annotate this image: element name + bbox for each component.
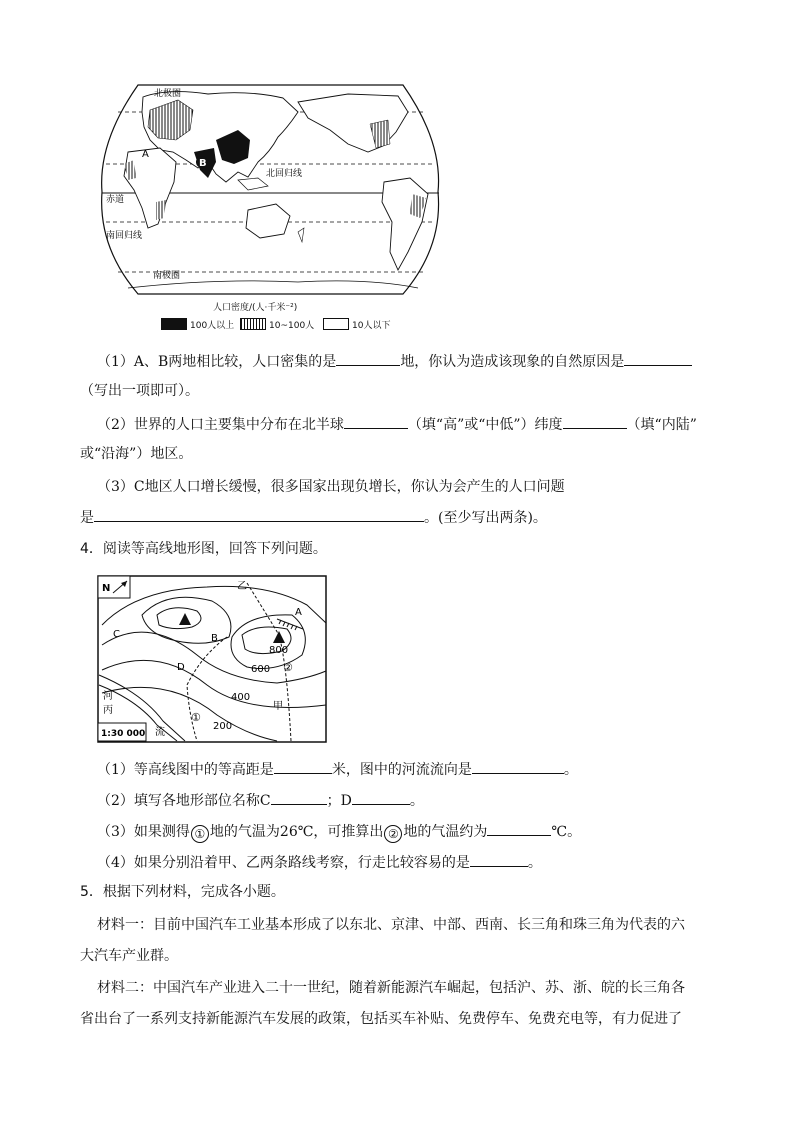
q3-part2-line1	[97, 414, 697, 435]
label-d: D	[177, 662, 185, 673]
contour-map	[97, 575, 327, 743]
q3-p1-text-c: （写出一项即可）。	[80, 383, 199, 399]
answer-blank[interactable]	[336, 351, 400, 366]
map-label-equator: 赤道	[106, 195, 125, 205]
label-b: B	[211, 633, 218, 644]
answer-blank[interactable]	[274, 759, 332, 774]
map-label-tropic-cancer: 北回归线	[266, 169, 303, 179]
map-label-south-polar: 南极圈	[153, 271, 181, 281]
answer-blank[interactable]	[94, 507, 424, 522]
answer-blank[interactable]	[624, 351, 692, 366]
q3-p2-text-b: （填“高”或“中低”）纬度	[407, 417, 563, 433]
answer-blank[interactable]	[470, 852, 528, 867]
answer-blank[interactable]	[563, 414, 627, 429]
river-label-bing: 丙	[103, 705, 113, 716]
q4-p4-text-b: 。	[527, 855, 542, 871]
label-jia: 甲	[273, 701, 283, 712]
q3-p1-text-a: （1）A、B两地相比较，人口密集的是	[97, 354, 337, 370]
label-c: C	[113, 629, 120, 640]
q4-p2-text-c: 。	[409, 793, 424, 809]
river-label-liu: 流	[155, 727, 165, 738]
legend-label-medium: 10~100人	[269, 321, 315, 331]
point-2-marker: ②	[384, 825, 402, 843]
label-point-1: ①	[191, 711, 201, 724]
q5-material1-line2: 大汽车产业群。	[80, 948, 178, 964]
q3-part3-line1	[97, 477, 565, 497]
point-1-marker: ①	[191, 825, 209, 843]
legend-swatch-medium	[240, 318, 266, 330]
answer-blank[interactable]	[487, 821, 551, 836]
river-label-he: 河	[103, 691, 113, 702]
q5-material1-line1: 材料一：目前中国汽车工业基本形成了以东北、京津、中部、西南、长三角和珠三角为代表的六	[97, 917, 685, 933]
answer-blank[interactable]	[352, 790, 410, 805]
map-scale: 1:30 000	[101, 729, 146, 739]
q4-part1	[97, 759, 578, 780]
contour-label-200: 200	[213, 721, 233, 732]
q3-p3-text-c: 。(至少写出两条)。	[424, 510, 547, 526]
q4-p1-text-b: 米，图中的河流流向是	[331, 762, 472, 778]
q3-part1-line2	[80, 381, 199, 401]
q4-p1-text-a: （1）等高线图中的等高距是	[97, 762, 274, 778]
q3-p3-text-b: 是	[80, 510, 94, 526]
legend-swatch-dense	[161, 318, 187, 330]
legend-label-dense: 100人以上	[190, 321, 235, 331]
answer-blank[interactable]	[344, 414, 408, 429]
q3-p3-text-a: （3）C地区人口增长缓慢，很多国家出现负增长，你认为会产生的人口问题	[97, 479, 565, 495]
q3-part1-line1	[97, 351, 692, 372]
q4-title: 4．阅读等高线地形图，回答下列问题。	[80, 541, 327, 557]
q4-p3-text-c: 地的气温约为	[403, 824, 488, 840]
q4-part4	[97, 852, 542, 873]
q4-p2-text-b: ；D	[326, 793, 352, 809]
q3-p2-text-d: 或“沿海”）地区。	[80, 446, 193, 462]
map-label-a: A	[142, 149, 149, 160]
q4-p2-text-a: （2）填写各地形部位名称C	[97, 793, 271, 809]
world-population-map	[98, 82, 443, 297]
label-a: A	[295, 607, 302, 618]
q3-p2-text-c: （填“内陆”	[626, 417, 697, 433]
label-yi: 乙	[237, 581, 247, 592]
north-label: N	[102, 583, 111, 594]
q4-p3-text-d: ℃。	[551, 824, 582, 840]
legend-label-sparse: 10人以下	[352, 321, 391, 331]
q3-p1-text-b: 地，你认为造成该现象的自然原因是	[400, 354, 625, 370]
q4-part3	[97, 821, 581, 843]
q4-part2	[97, 790, 424, 811]
contour-label-400: 400	[231, 692, 251, 703]
legend-title: 人口密度/(人·千米⁻²)	[213, 303, 298, 313]
map-label-b: B	[199, 158, 207, 169]
answer-blank[interactable]	[472, 759, 564, 774]
legend-swatch-sparse	[323, 318, 349, 330]
q3-part2-line2	[80, 444, 192, 464]
answer-blank[interactable]	[271, 790, 327, 805]
contour-label-600: 600	[251, 664, 271, 675]
q3-part3-line2	[80, 507, 547, 528]
contour-label-800: 800	[269, 645, 289, 656]
q4-p3-text-a: （3）如果测得	[97, 824, 190, 840]
q5-material2-line1: 材料二：中国汽车产业进入二十一世纪，随着新能源汽车崛起，包括沪、苏、浙、皖的长三角各	[97, 980, 685, 996]
q5-title: 5．根据下列材料，完成各小题。	[80, 884, 285, 900]
label-point-2: ②	[283, 661, 293, 674]
q4-p4-text-a: （4）如果分别沿着甲、乙两条路线考察，行走比较容易的是	[97, 855, 470, 871]
q5-material2-line2: 省出台了一系列支持新能源汽车发展的政策，包括买车补贴、免费停车、免费充电等，有力促进了	[80, 1011, 682, 1027]
map-label-tropic-capricorn: 南回归线	[106, 231, 143, 241]
q3-p2-text-a: （2）世界的人口主要集中分布在北半球	[97, 417, 344, 433]
q4-p3-text-b: 地的气温为26℃，可推算出	[209, 824, 384, 840]
map-label-north-polar: 北极圈	[154, 89, 182, 99]
q4-p1-text-c: 。	[563, 762, 578, 778]
